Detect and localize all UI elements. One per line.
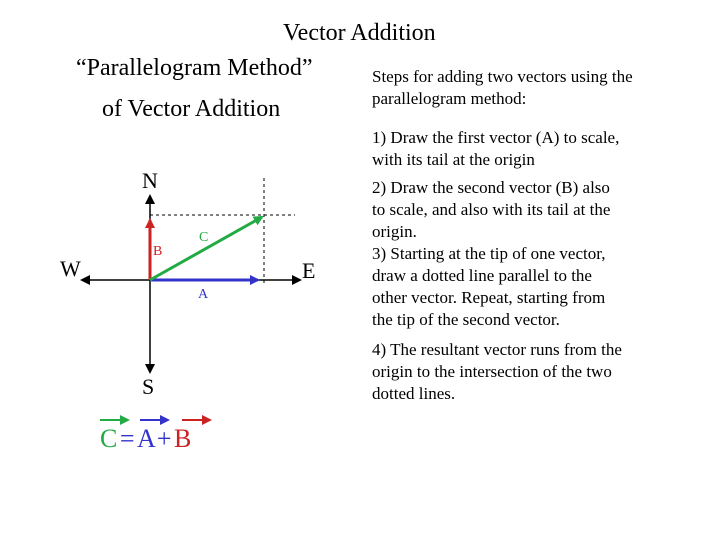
vector-a-label: A <box>198 287 209 302</box>
vector-b-label: B <box>153 244 163 259</box>
title-line-1: Vector Addition <box>283 20 436 46</box>
step-3-line-2: draw a dotted line parallel to the <box>372 266 592 285</box>
compass-north-label: N <box>142 168 158 193</box>
steps-heading-line-2: parallelogram method: <box>372 89 527 108</box>
step-4-line-3: dotted lines. <box>372 384 456 403</box>
step-2-line-3: origin. <box>372 222 417 241</box>
step-3-line-1: 3) Starting at the tip of one vector, <box>372 244 606 263</box>
compass-east-label: E <box>302 258 316 283</box>
compass-west-label: W <box>60 256 81 281</box>
step-1-line-2: with its tail at the origin <box>372 150 535 169</box>
formula-c: C <box>100 424 118 453</box>
compass-south-label: S <box>142 374 155 399</box>
formula-plus: + <box>156 424 172 453</box>
formula <box>100 424 191 454</box>
formula-b: B <box>174 424 192 453</box>
steps-heading-line-1: Steps for adding two vectors using the <box>372 67 633 86</box>
step-4-line-1: 4) The resultant vector runs from the <box>372 340 622 359</box>
vector-c <box>150 217 262 280</box>
formula-a: A <box>137 424 155 453</box>
step-4-line-2: origin to the intersection of the two <box>372 362 612 381</box>
title-line-3: of Vector Addition <box>102 96 281 122</box>
step-3-line-3: other vector. Repeat, starting from <box>372 288 606 307</box>
title-line-2: “Parallelogram Method” <box>76 55 313 81</box>
vector-c-label: C <box>199 230 209 245</box>
step-3-line-4: the tip of the second vector. <box>372 310 560 329</box>
step-2-line-2: to scale, and also with its tail at the <box>372 200 611 219</box>
step-1-line-1: 1) Draw the first vector (A) to scale, <box>372 128 620 147</box>
formula-equals: = <box>119 424 135 453</box>
step-2-line-1: 2) Draw the second vector (B) also <box>372 178 610 197</box>
